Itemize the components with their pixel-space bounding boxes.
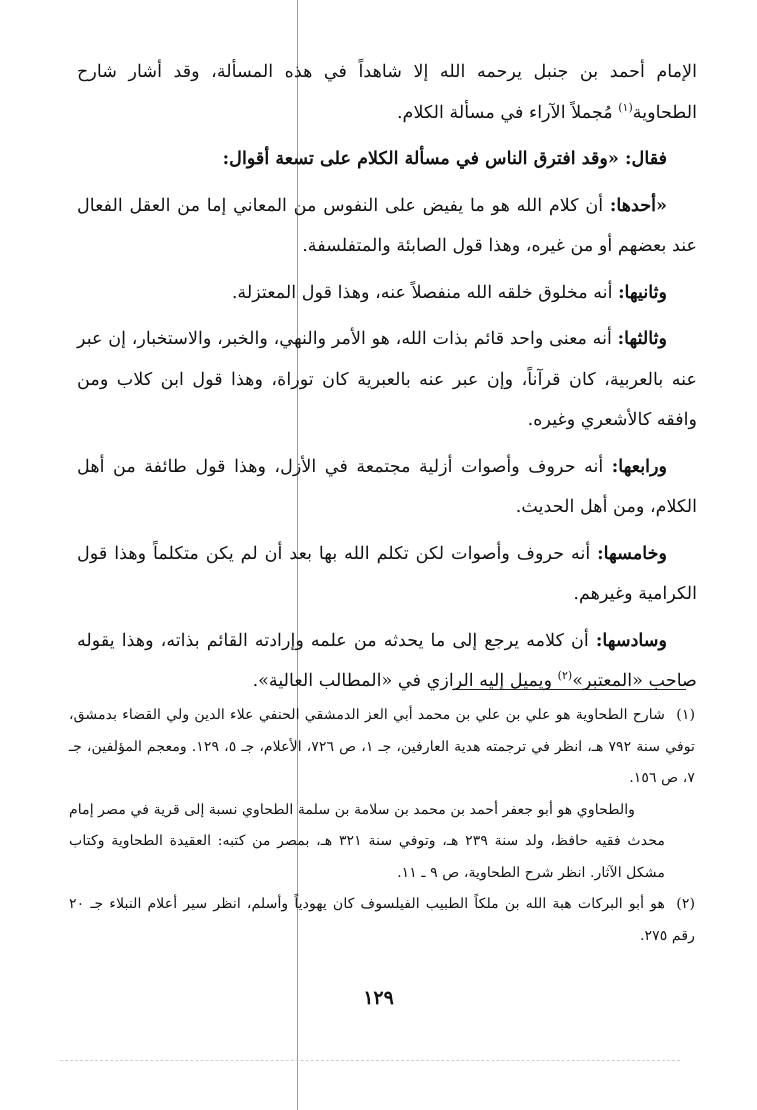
footnote-text: هو أبو البركات هبة الله بن ملكاً الطبيب الفيلسوف كان يهودياً وأسلم، انظر سير أعلام النبلاء جـ ٢٠ رقم ٢٧٥. (69, 896, 695, 944)
opinion-4 (77, 447, 697, 528)
footnote-1 (69, 700, 695, 795)
page-number: ١٢٩ (363, 987, 394, 1009)
opinion-label: وسادسها: (595, 629, 667, 651)
opinion-text: أنه حروف وأصوات لكن تكلم الله بها بعد أن لم يكن متكلماً وهذا قول الكرامية وغيرهم. (77, 543, 697, 604)
opinion-text: أنه معنى واحد قائم بذات الله، هو الأمر والنهي، والخبر، والاستخبار، إن عبر عنه بالعربية، كان قرآناً، وإن عبر عنه بالعبرية كان توراة، وهذا قول ابن كلاب ومن وافقه كالأشعري وغيره. (77, 329, 697, 430)
opinion-text: أنه حروف وأصوات أزلية مجتمعة في الأزل، وهذا قول طائفة من أهل الكلام، ومن أهل الحديث. (77, 456, 697, 517)
opinion-5 (77, 534, 697, 615)
opinion-label: ورابعها: (611, 455, 667, 477)
opinion-2 (77, 273, 697, 314)
footnote-separator (452, 689, 686, 690)
opinion-label: وخامسها: (597, 542, 667, 564)
main-text-block (77, 52, 697, 708)
opinion-text: أن كلامه يرجع إلى ما يحدثه من علمه وإرادته القائم بذاته، وهذا يقوله صاحب «المعتبر» (77, 630, 697, 691)
footnote-ref-2[interactable]: (٢) (557, 669, 573, 683)
scan-edge-mark (60, 1060, 680, 1062)
opinion-label: وثالثها: (617, 328, 667, 349)
footnote-number: (١) (676, 707, 695, 723)
footnote-ref-1[interactable]: (١) (618, 100, 633, 114)
opinion-label: وثانيها: (618, 281, 667, 303)
footnote-2 (69, 889, 695, 952)
intro-text-end: مُجملاً الآراء في مسألة الكلام. (396, 102, 619, 123)
footnote-text: شارح الطحاوية هو علي بن علي بن محمد أبي العز الدمشقي الحنفي علاء الدين ولي القضاء بدمشق، توفي سنة ٧٩٢ هـ، انظر في ترجمته هدية العارفين، جـ ١، ص ٧٢٦، الأعلام، جـ ٥، ١٢٩. ومعجم المؤلفين، جـ ٧، ص ١٥٦. (69, 707, 695, 786)
lead-in-text: فقال: «وقد افترق الناس في مسألة الكلام على تسعة أقوال: (222, 148, 667, 169)
opinion-text: أن كلام الله هو ما يفيض على النفوس من المعاني إما من العقل الفعال عند بعضهم أو من غيره، وهذا قول الصابئة والمتفلسفة. (77, 195, 697, 256)
opinion-1 (77, 186, 697, 267)
footnotes-block (69, 700, 695, 952)
opinion-text: أنه مخلوق خلقه الله منفصلاً عنه، وهذا قول المعتزلة. (231, 282, 619, 303)
footnote-1-continuation: والطحاوي هو أبو جعفر أحمد بن محمد بن سلامة بن سلمة الطحاوي نسبة إلى قرية في مصر إمام محدث فقيه حافظ، ولد سنة ٢٣٩ هـ، وتوفي سنة ٣٢١ هـ، بمصر من كتبه: العقيدة الطحاوية وكتاب مشكل الآثار. انظر شرح الطحاوية، ص ٩ ـ ١١. (69, 801, 665, 881)
opinion-label: «أحدها: (609, 194, 667, 216)
lead-in-paragraph (77, 139, 697, 180)
intro-paragraph (77, 52, 697, 133)
intro-text: الإمام أحمد بن جنبل يرحمه الله إلا شاهداً في هذه المسألة، وقد أشار شارح الطحاوية (77, 62, 697, 123)
opinion-3 (77, 319, 697, 441)
footnote-number: (٢) (676, 896, 695, 912)
opinion-text-end: ويميل إليه الرازي في «المطالب العالية». (252, 671, 558, 691)
